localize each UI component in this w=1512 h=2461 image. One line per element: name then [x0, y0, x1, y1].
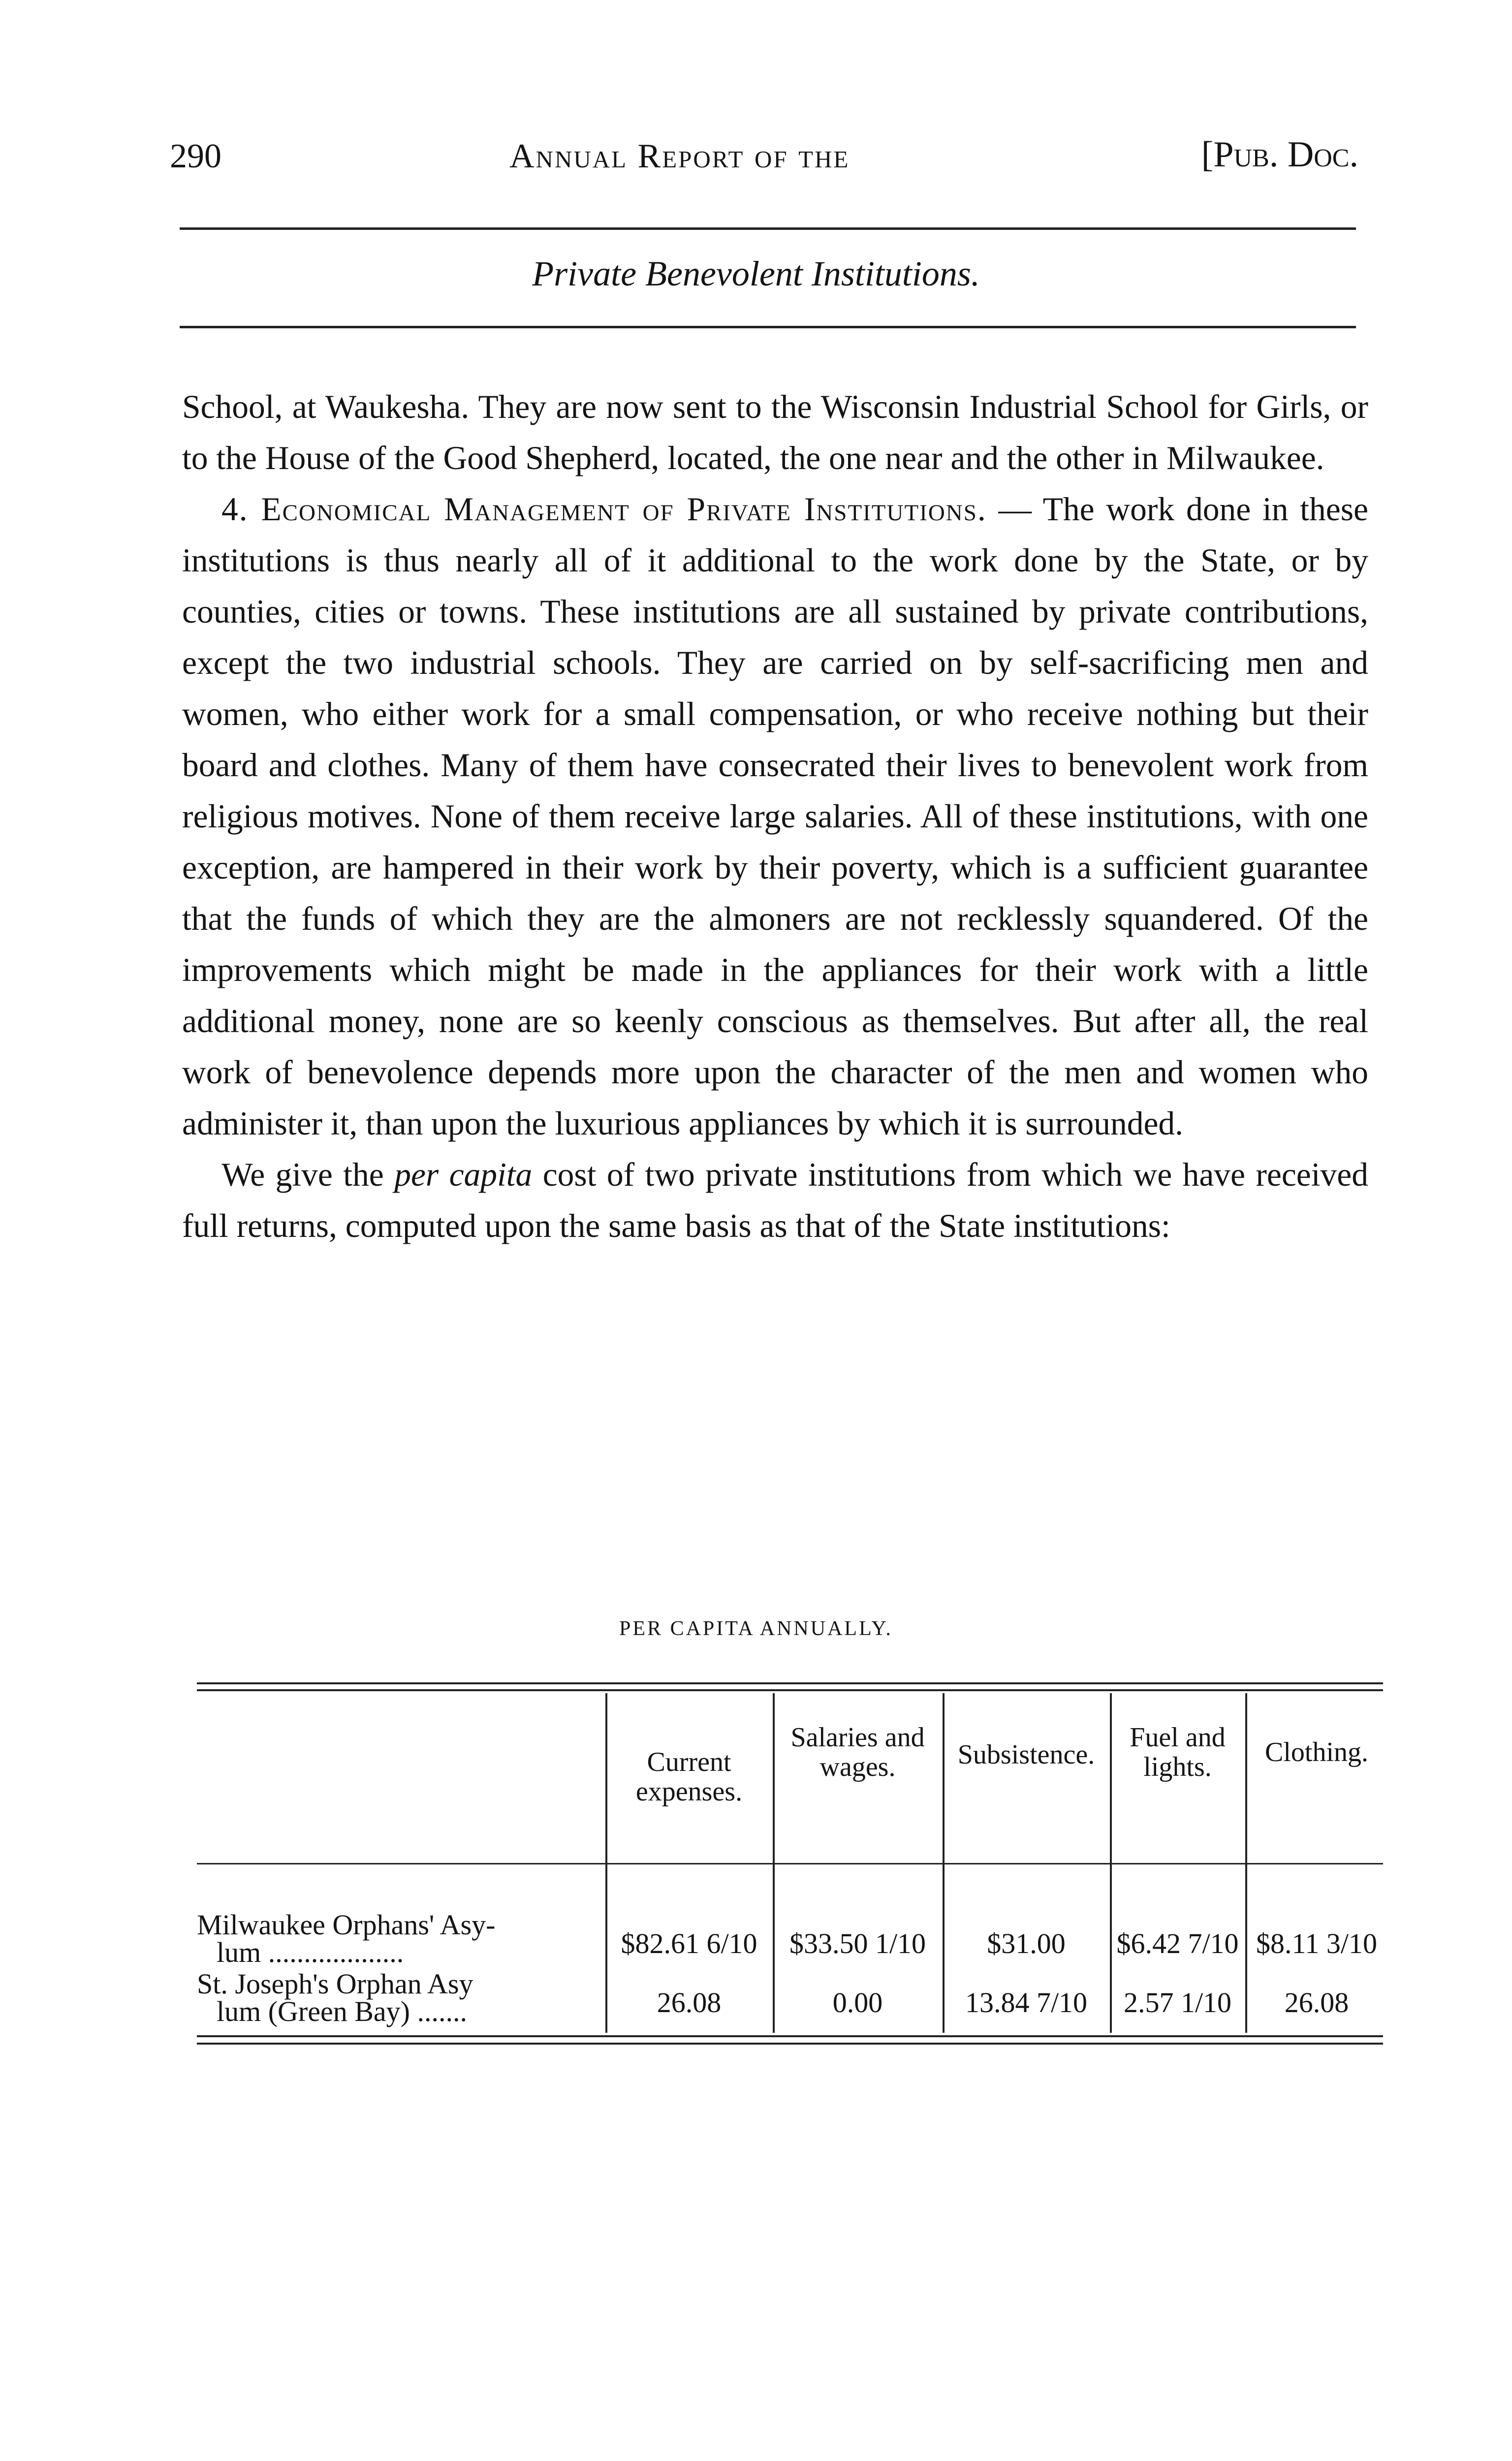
row-label-line1: Milwaukee Orphans' Asy-: [197, 1909, 496, 1941]
table-cell: $31.00: [987, 1927, 1066, 1959]
subtitle-rule: [180, 326, 1356, 328]
table-cell: $33.50 1/10: [789, 1927, 926, 1959]
paragraph-2: [182, 484, 1368, 1149]
table-caption: PER CAPITA ANNUALLY.: [619, 1617, 893, 1640]
section-subtitle: Private Benevolent Institutions.: [532, 254, 980, 293]
row-label-line2: lum ...................: [217, 1936, 404, 1968]
table-top-rule: [197, 1682, 1383, 1684]
table-bottom-rule: [197, 2035, 1383, 2037]
header-rule: [180, 227, 1356, 230]
table-cell: $82.61 6/10: [621, 1927, 757, 1959]
report-title: Annual Report of the: [509, 137, 850, 175]
per-capita-table: [197, 1693, 1383, 2461]
table-bottom-rule-2: [197, 2043, 1383, 2045]
paragraph-3: [182, 1149, 1368, 1252]
header-current-expenses: Current expenses.: [635, 1747, 743, 1807]
table-cell: 0.00: [832, 1987, 883, 2019]
header-subsistence: Subsistence.: [957, 1739, 1095, 1770]
table-cell: 26.08: [1284, 1987, 1349, 2019]
header-separator: [197, 1863, 1383, 1864]
paragraph-3-end: cost of two private institutions from which we have received full returns, computed upon the same basis as that of the State institutions:: [182, 1156, 1368, 1244]
row-label-line1: St. Joseph's Orphan Asy: [197, 1968, 473, 2000]
header-fuel-lights: Fuel and lights.: [1130, 1722, 1226, 1782]
table-cell: $6.42 7/10: [1116, 1927, 1239, 1959]
paragraph-3-start: We give the: [221, 1156, 395, 1193]
paragraph-1: School, at Waukesha. They are now sent to the Wisconsin Industrial School for Girls, or to the House of the Good Shepherd, located, the one near and the other in Milwaukee.: [182, 388, 1368, 476]
table-cell: 2.57 1/10: [1123, 1987, 1232, 2019]
row-label-line2: lum (Green Bay) .......: [217, 1995, 467, 2027]
table-top-rule-2: [197, 1689, 1383, 1691]
table-cell: $8.11 3/10: [1256, 1927, 1377, 1959]
table-cell: 26.08: [657, 1987, 722, 2019]
table-cell: 13.84 7/10: [965, 1987, 1088, 2019]
body-text: [182, 381, 1368, 1252]
header-clothing: Clothing.: [1264, 1737, 1369, 1767]
per-capita-term: per capita: [394, 1156, 533, 1193]
section-heading: 4. Economical Management of Private Institutions.: [221, 491, 987, 528]
paragraph-2-text: — The work done in these institutions is thus nearly all of it additional to the work done by the State, or by counties, cities or towns. These institutions are all sustained by private contributions, except the two industrial schools. They are carried on by self-sacrificing men and women, who either work for a small compensation, or who receive nothing but their board and clothes. Many of them have consecrated their lives to benevolent work from religious motives. None of them receive large salaries. All of these institutions, with one exception, are hampered in their work by their poverty, which is a sufficient guarantee that the funds of which they are the almoners are not recklessly squandered. Of the improvements which might be made in the appliances for their work with a little additional money, none are so keenly conscious as themselves. But after all, the real work of benevolence depends more upon the character of the men and women who administer it, than upon the luxurious appliances by which it is surrounded.: [182, 491, 1368, 1142]
running-head: [170, 127, 1358, 181]
document-label: [Pub. Doc.: [1201, 134, 1358, 175]
page-number: 290: [170, 137, 221, 175]
header-salaries-wages: Salaries and wages.: [790, 1722, 925, 1782]
